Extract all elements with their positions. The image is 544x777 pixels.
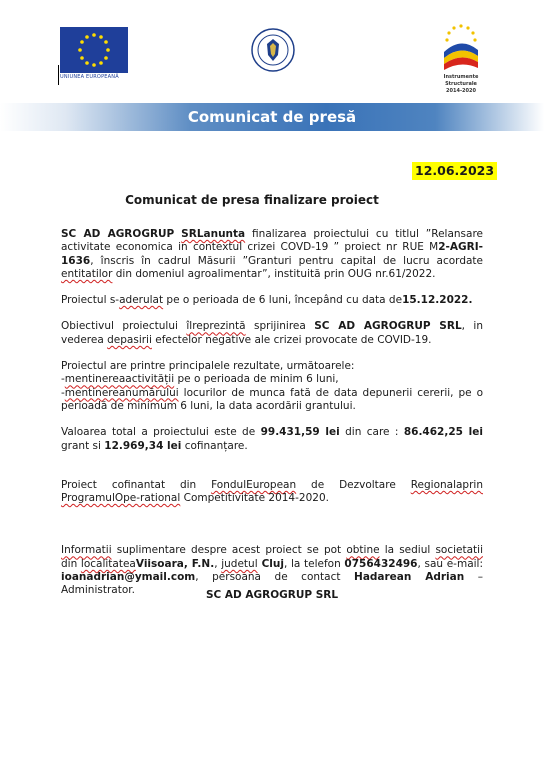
text: localitatea bbox=[80, 557, 136, 570]
total-value: 99.431,59 lei bbox=[260, 426, 340, 439]
company-srl: SRLanunta bbox=[181, 228, 246, 240]
text: entitatilor bbox=[61, 267, 113, 280]
paragraph-objective bbox=[61, 320, 483, 347]
text: cofinanțare. bbox=[181, 439, 248, 452]
text: la sediul bbox=[379, 544, 436, 557]
text: efectelor negative ale crizei provocate de COVID-19. bbox=[151, 333, 432, 346]
text: societatii bbox=[435, 544, 483, 557]
project-code: 2-AGRI-1636 bbox=[61, 241, 483, 267]
text: Regionalaprin bbox=[410, 478, 483, 491]
text: , sau e-mail: bbox=[417, 557, 484, 570]
eu-logo bbox=[60, 27, 128, 80]
grant-value: 86.462,25 lei bbox=[403, 426, 483, 439]
text: Proiect cofinantat din bbox=[61, 478, 212, 491]
text: din domeniul agroalimentar”, instituită prin OUG nr.61/2022. bbox=[112, 267, 436, 280]
text: Obiectivul proiectului bbox=[61, 320, 187, 333]
is-label-line2: 2014-2020 bbox=[446, 88, 476, 94]
text: aderulat bbox=[119, 294, 164, 307]
paragraph-funding bbox=[61, 479, 483, 506]
government-seal-icon bbox=[251, 28, 295, 72]
text: locurilor de munca fată de data depunerii cererii, pe o perioadă de minimum 6 luni, la data acordării grantului. bbox=[61, 386, 483, 412]
text: Informatii bbox=[61, 544, 112, 557]
text: pe o perioada de 6 luni, începând cu data de bbox=[163, 294, 403, 307]
text: pe o perioada de minim 6 luni, bbox=[174, 373, 339, 386]
text: judetul bbox=[221, 557, 258, 570]
county: Cluj bbox=[257, 557, 284, 570]
text: , la telefon bbox=[283, 557, 345, 570]
text: - bbox=[61, 373, 65, 386]
text: grant si bbox=[61, 439, 105, 452]
address: Viisoara, F.N. bbox=[135, 557, 215, 570]
eu-flag-icon bbox=[60, 27, 128, 73]
eu-label: UNIUNEA EUROPEANĂ bbox=[60, 74, 119, 80]
text: obtine bbox=[346, 544, 380, 557]
is-label-line1: Instrumente Structurale bbox=[443, 74, 479, 87]
company-name: SC AD AGROGRUP bbox=[61, 228, 175, 240]
cofinancing-value: 12.969,34 lei bbox=[104, 439, 182, 452]
text: suplimentare despre acest proiect se pot bbox=[111, 544, 347, 557]
text: ProgramulOpe-rational bbox=[61, 492, 181, 505]
text: finalizarea proiectului cu titlul ”Relansare activitate economica in contextul crizei COVD-19 ” proiect nr RUE M bbox=[61, 228, 483, 254]
text: de Dezvoltare bbox=[296, 478, 411, 491]
text: , in vederea bbox=[61, 320, 484, 346]
text: Proiectul are printre principalele rezultate, următoarele: bbox=[61, 360, 355, 373]
text: mentinereaactivității bbox=[64, 373, 175, 386]
document-title: Comunicat de presa finalizare proiect bbox=[125, 193, 379, 207]
text: , înscris în cadrul Măsurii ”Granturi pentru capital de lucru acordate bbox=[90, 254, 483, 267]
paragraph-intro bbox=[61, 228, 483, 281]
text: , persoana de contact bbox=[195, 571, 355, 584]
text: – Administrator. bbox=[61, 571, 483, 597]
text: mentinereanumărului bbox=[64, 386, 179, 399]
logo-bar bbox=[0, 0, 544, 100]
company-name: SC AD AGROGRUP SRL bbox=[314, 320, 462, 333]
text: Proiectul s- bbox=[61, 294, 120, 307]
text: , bbox=[214, 557, 222, 570]
text: - bbox=[61, 386, 65, 399]
text: din bbox=[61, 557, 81, 570]
text: FondulEuropean bbox=[211, 478, 297, 491]
title-banner bbox=[0, 103, 544, 131]
paragraph-value bbox=[61, 426, 483, 453]
text: Competitivitate 2014-2020. bbox=[180, 492, 329, 505]
signature: SC AD AGROGRUP SRL bbox=[205, 589, 339, 601]
text: sprijinirea bbox=[245, 320, 315, 333]
eu-logo-divider bbox=[58, 65, 59, 85]
text: depasirii bbox=[107, 333, 152, 346]
paragraph-period bbox=[61, 294, 483, 307]
structural-instruments-label bbox=[428, 74, 494, 95]
text: Valoarea total a proiectului este de bbox=[61, 426, 261, 439]
start-date: 15.12.2022. bbox=[402, 294, 473, 307]
release-date: 12.06.2023 bbox=[412, 162, 497, 180]
paragraph-results bbox=[61, 360, 483, 413]
text: îlreprezintă bbox=[186, 320, 246, 333]
contact-person: Hadarean Adrian bbox=[354, 571, 465, 584]
phone-number: 0756432496 bbox=[344, 557, 418, 570]
email-address: ioanadrian@ymail.com bbox=[61, 571, 196, 584]
document-body bbox=[61, 228, 483, 611]
text: din care : bbox=[339, 426, 404, 439]
banner-title: Comunicat de presă bbox=[187, 108, 357, 126]
